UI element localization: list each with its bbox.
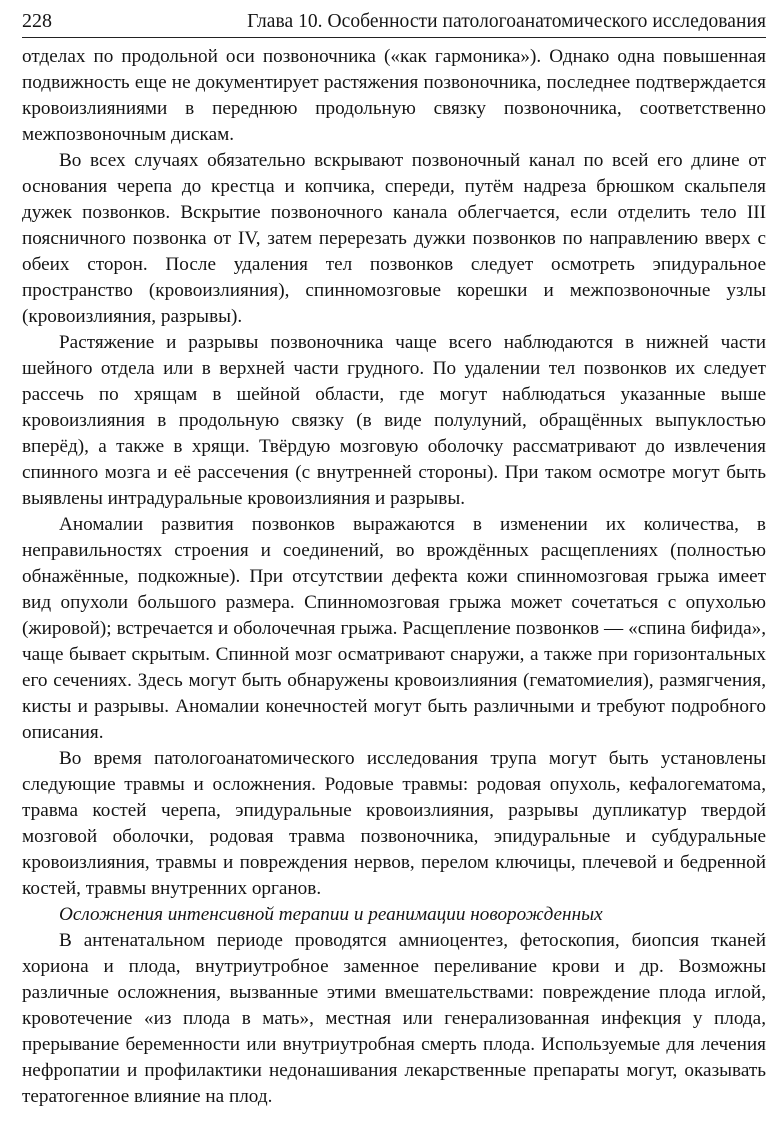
- running-header: [22, 8, 766, 38]
- paragraph-vertebral-anomalies: Аномалии развития позвонков выражаются в изменении их количества, в неправильностях строения и соединений, во врождённых расщеплениях (полностью обнажённые, подкожные). При отсутствии дефекта кожи спинномозговая грыжа имеет вид опухоли большого размера. Спинномозговая грыжа может сочетаться с опухолью (жировой); встречается и оболочечная грыжа. Расщепление позвонков — «спина бифида», чаще бывает скрытым. Спинной мозг осматривают снаружи, а также при горизонтальных его сечениях. Здесь могут быть обнаружены кровоизлияния (гематомиелия), размягчения, кисты и разрывы. Аномалии конечностей могут быть различными и требуют подробного описания.: [22, 514, 766, 743]
- book-page: [22, 8, 766, 1110]
- paragraph-spine-ruptures: Растяжение и разрывы позвоночника чаще всего наблюдаются в нижней части шейного отдела или в верхней части грудного. По удалении тел позвонков их следует рассечь по хрящам в шейной области, где могут наблюдаться указанные выше кровоизлияния в продольную связку (в виде полулуний, обращённых выпуклостью вперёд), а также в хрящи. Твёрдую мозговую оболочку рассматривают до извлечения спинного мозга и её рассечения (с внутренней стороны). При таком осмотре могут быть выявлены интрадуральные кровоизлияния и разрывы.: [22, 332, 766, 509]
- chapter-title: Глава 10. Особенности патологоанатомического исследования: [247, 11, 766, 32]
- section-subheading: Осложнения интенсивной терапии и реанимации новорожденных: [59, 904, 603, 925]
- paragraph-birth-injuries: Во время патологоанатомического исследования трупа могут быть установлены следующие травмы и осложнения. Родовые травмы: родовая опухоль, кефалогематома, травма костей черепа, эпидуральные кровоизлияния, разрывы дупликатур твердой мозговой оболочки, родовая травма позвоночника, эпидуральные и субдуральные кровоизлияния, травмы и повреждения нервов, перелом ключицы, плечевой и бедренной костей, травмы внутренних органов.: [22, 748, 766, 899]
- body-text: [22, 44, 766, 1110]
- paragraph-spinal-canal: Во всех случаях обязательно вскрывают позвоночный канал по всей его длине от основания черепа до крестца и копчика, спереди, путём надреза брюшком скальпеля дужек позвонков. Вскрытие позвоночного канала облегчается, если отделить тело III поясничного позвонка от IV, затем перерезать дужки позвонков по направлению вверх с обеих сторон. После удаления тел позвонков следует осмотреть эпидуральное пространство (кровоизлияния), спинномозговые корешки и межпозвоночные узлы (кровоизлияния, разрывы).: [22, 150, 766, 327]
- paragraph-antenatal: В антенатальном периоде проводятся амниоцентез, фетоскопия, биопсия тканей хориона и плода, внутриутробное заменное переливание крови и др. Возможны различные осложнения, вызванные этими вмешательствами: повреждение плода иглой, кровотечение «из плода в мать», местная или генерализованная инфекция у плода, прерывание беременности или внутриутробная смерть плода. Используемые для лечения нефропатии и профилактики недонашивания лекарственные препараты могут, оказывать тератогенное влияние на плод.: [22, 930, 766, 1107]
- paragraph-continuation: отделах по продольной оси позвоночника («как гармоника»). Однако одна повышенная подвижность еще не документирует растяжения позвоночника, последнее подтверждается кровоизлияниями в переднюю продольную связку позвоночника, соответственно межпозвоночным дискам.: [22, 46, 766, 145]
- page-number: 228: [22, 10, 52, 32]
